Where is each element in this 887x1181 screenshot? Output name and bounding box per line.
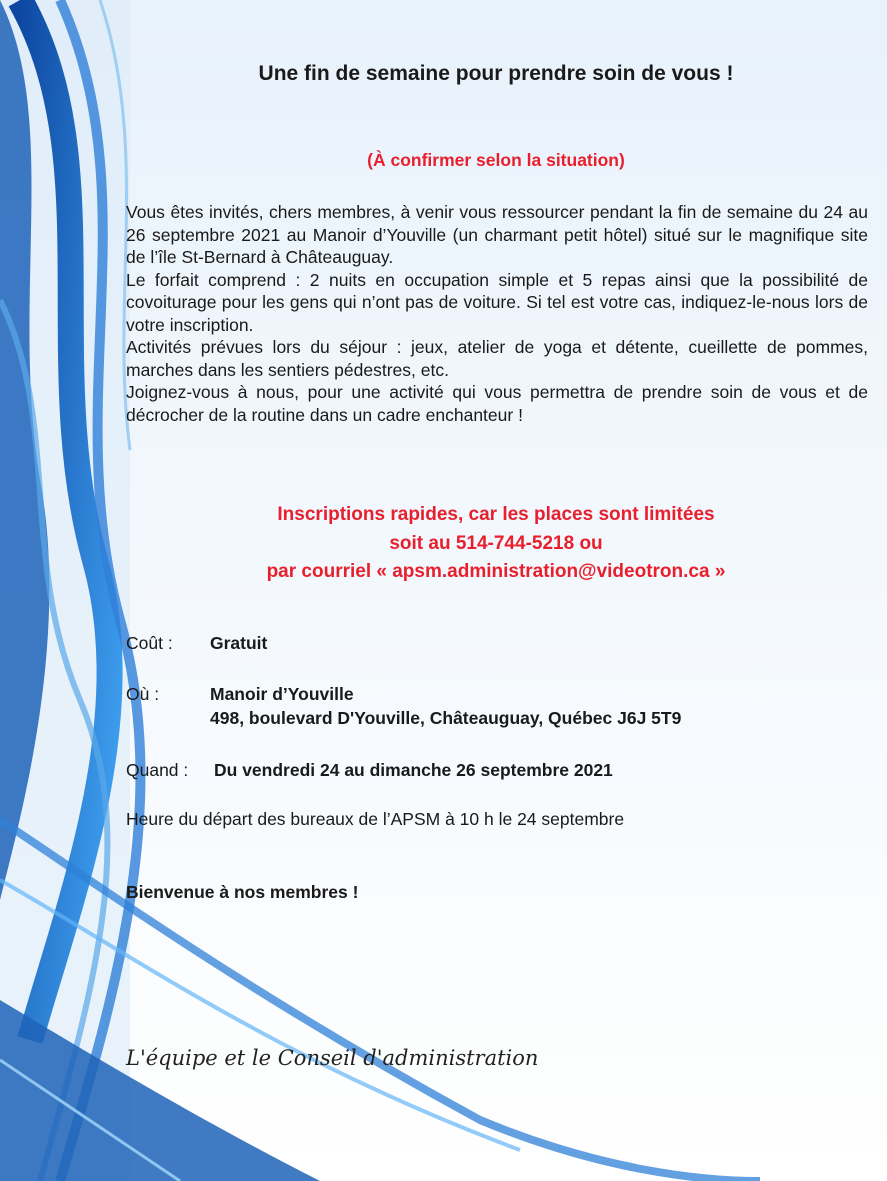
registration-email: par courriel « apsm.administration@videotron.ca » (266, 561, 726, 582)
where-name: Manoir d’Youville (210, 684, 354, 704)
cost-value: Gratuit (210, 633, 268, 653)
subtitle-confirmation: (À confirmer selon la situation) (367, 150, 625, 170)
signature-text: L'équipe et le Conseil d'administration (126, 1046, 539, 1070)
paragraph-package: Le forfait comprend : 2 nuits en occupation simple et 5 repas ainsi que la possibilité de covoiturage pour les gens qui n’ont pas de voiture. Si tel est votre cas, indiquez-le-nous lors de votre inscription. (126, 269, 868, 335)
when-value: Du vendredi 24 au dimanche 26 septembre 2021 (214, 760, 613, 780)
paragraph-invitation: Vous êtes invités, chers membres, à venir vous ressourcer pendant la fin de semaine du 24 au 26 septembre 2021 au Manoir d’Youville (un charmant petit hôtel) situé sur le magnifique site de l’île St-Bernard à Châteauguay. (126, 202, 868, 267)
when-label: Quand : (126, 760, 189, 780)
registration-phone: soit au 514-744-5218 ou (389, 532, 603, 554)
cost-label: Coût : (126, 633, 173, 653)
where-row (126, 682, 354, 706)
paragraph-join: Joignez-vous à nous, pour une activité qui vous permettra de prendre soin de vous et de décrocher de la routine dans un cadre enchanteur ! (126, 382, 868, 425)
welcome-message: Bienvenue à nos membres ! (126, 882, 359, 902)
cost-row (126, 631, 267, 655)
registration-notice (0, 501, 887, 587)
paragraph-activities: Activités prévues lors du séjour : jeux, atelier de yoga et détente, cueillette de pommes, marches dans les sentiers pédestres, etc. (126, 337, 868, 380)
description (126, 201, 868, 426)
where-label: Où : (126, 684, 160, 704)
departure-info: Heure du départ des bureaux de l’APSM à 10 h le 24 septembre (126, 809, 625, 829)
signature-script (126, 1035, 539, 1083)
page-title: Une fin de semaine pour prendre soin de vous ! (258, 62, 734, 85)
when-row (126, 758, 613, 782)
where-address: 498, boulevard D'Youville, Châteauguay, Québec J6J 5T9 (210, 708, 682, 728)
where-address-row (210, 706, 681, 730)
registration-line: Inscriptions rapides, car les places sont limitées (277, 504, 715, 525)
